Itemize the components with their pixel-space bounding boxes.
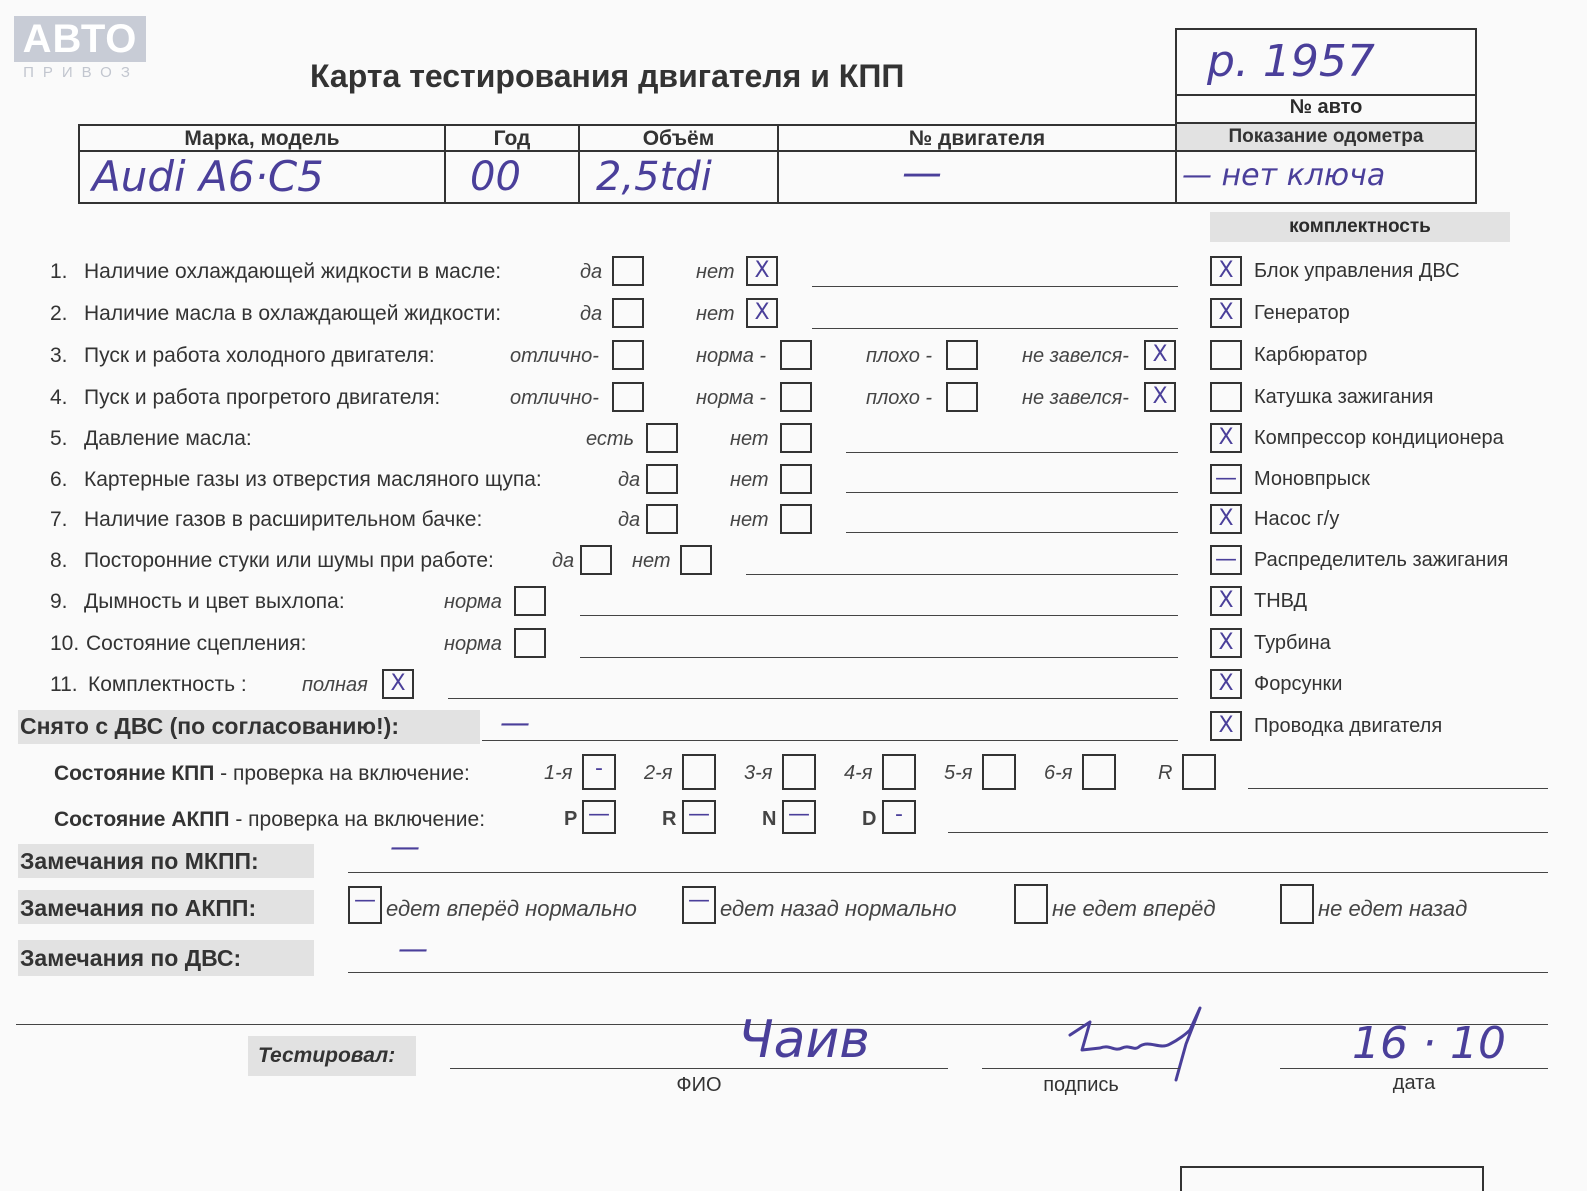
tester-name: Чаив: [738, 1010, 870, 1070]
kit-label: Генератор: [1254, 302, 1350, 324]
auto-number-box: [1175, 28, 1477, 96]
kit-label: Насос г/у: [1254, 508, 1340, 530]
row-label: Пуск и работа холодного двигателя:: [84, 344, 435, 367]
row-number: 4.: [50, 386, 68, 409]
row-label: Комплектность :: [88, 673, 247, 696]
row-checkbox[interactable]: [514, 586, 546, 616]
kit-checkbox[interactable]: X: [1210, 423, 1242, 453]
odometer-label: Показание одометра: [1228, 126, 1424, 147]
row-checkbox[interactable]: [780, 340, 812, 370]
date-line: [1280, 1068, 1548, 1069]
row-option: плохо -: [866, 345, 933, 367]
row-number: 2.: [50, 302, 68, 325]
volume-value: 2,5tdi: [596, 154, 712, 200]
akpp-remark-checkbox[interactable]: [1280, 884, 1314, 924]
row-label: Давление масла:: [84, 427, 252, 450]
row-option: да: [618, 509, 641, 531]
row-line: [846, 452, 1178, 453]
kit-label: Форсунки: [1254, 673, 1343, 695]
row-checkbox[interactable]: [580, 545, 612, 575]
row-option: нет: [730, 469, 769, 491]
row-label: Картерные газы из отверстия масляного щупа:: [84, 468, 542, 491]
row-option: плохо -: [866, 387, 933, 409]
akpp-gear-checkbox[interactable]: -: [882, 800, 916, 834]
row-checkbox[interactable]: [612, 256, 644, 286]
row-option: отлично-: [510, 387, 599, 409]
kit-checkbox[interactable]: X: [1210, 256, 1242, 286]
row-option: полная: [302, 674, 368, 696]
row-option: нет: [632, 550, 671, 572]
row-checkbox[interactable]: [780, 504, 812, 534]
row-line: [812, 286, 1178, 287]
row-option: да: [580, 303, 603, 325]
bottom-box: [1180, 1166, 1484, 1191]
kit-label: Турбина: [1254, 632, 1331, 654]
removed-line: [482, 740, 1178, 741]
row-number: 11.: [50, 673, 78, 696]
akpp-remark-label: едет назад нормально: [720, 896, 957, 921]
akpp-gear-checkbox[interactable]: —: [582, 800, 616, 834]
row-line: [580, 615, 1178, 616]
row-checkbox[interactable]: [612, 382, 644, 412]
kit-title: комплектность: [1289, 216, 1431, 237]
row-checkbox[interactable]: [612, 340, 644, 370]
akpp-gear-checkbox[interactable]: —: [682, 800, 716, 834]
dvs-remarks-value: —: [398, 932, 428, 967]
auto-number-label: № авто: [1289, 96, 1363, 118]
akpp-label-rest: - проверка на включение:: [229, 808, 486, 831]
row-number: 8.: [50, 549, 68, 572]
akpp-label: [54, 808, 485, 832]
make-value: Audi A6·C5: [92, 152, 324, 201]
removed-value: —: [500, 706, 530, 741]
akpp-remark-label: не едет назад: [1318, 896, 1468, 921]
row-checkbox[interactable]: [946, 382, 978, 412]
row-checkbox[interactable]: [646, 504, 678, 534]
engine-value: —: [902, 150, 942, 196]
row-checkbox[interactable]: [946, 340, 978, 370]
row-option: есть: [586, 428, 635, 450]
engine-label: № двигателя: [908, 127, 1046, 150]
mkpp-remarks-label: Замечания по МКПП:: [20, 848, 259, 874]
row-checkbox[interactable]: [780, 464, 812, 494]
row-checkbox[interactable]: [780, 382, 812, 412]
logo-main: АВТО: [14, 16, 146, 62]
kpp-gear-label: 6-я: [1044, 762, 1073, 784]
volume-label: Объём: [642, 127, 715, 150]
kpp-gear-checkbox[interactable]: [782, 754, 816, 790]
kpp-label-rest: - проверка на включение:: [214, 762, 470, 785]
row-number: 10.: [50, 632, 80, 655]
signature-caption: подпись: [1043, 1074, 1119, 1096]
kit-label: Моновпрыск: [1254, 468, 1370, 490]
row-option: нет: [730, 428, 769, 450]
row-label: Дымность и цвет выхлопа:: [84, 590, 345, 613]
row-option: норма: [444, 591, 502, 613]
row-label: Посторонние стуки или шумы при работе:: [84, 549, 494, 572]
kit-checkbox[interactable]: X: [1210, 586, 1242, 616]
row-option: норма -: [696, 345, 767, 367]
row-number: 3.: [50, 344, 68, 367]
auto-number-value: р. 1957: [1207, 36, 1375, 87]
mkpp-remarks-value: —: [390, 830, 420, 865]
kpp-gear-label: 2-я: [644, 762, 673, 784]
logo-sub: ПРИВОЗ: [23, 64, 139, 81]
row-option: да: [618, 469, 641, 491]
akpp-remark-label: не едет вперёд: [1052, 896, 1216, 921]
date-caption: дата: [1392, 1072, 1436, 1094]
akpp-gear-checkbox[interactable]: —: [782, 800, 816, 834]
mkpp-remarks-line: [348, 872, 1548, 873]
kit-checkbox[interactable]: X: [1210, 711, 1242, 741]
kpp-label-bold: Состояние КПП: [54, 762, 215, 785]
row-checkbox[interactable]: [646, 464, 678, 494]
auto-number-label-box: [1175, 94, 1477, 124]
akpp-gear-label: R: [662, 808, 677, 830]
akpp-remark-checkbox[interactable]: —: [348, 886, 382, 924]
row-label: Состояние сцепления:: [86, 632, 307, 655]
kit-label: ТНВД: [1254, 590, 1308, 612]
kit-checkbox[interactable]: [1210, 340, 1242, 370]
kpp-gear-label: 3-я: [744, 762, 773, 784]
row-number: 7.: [50, 508, 68, 531]
row-checkbox[interactable]: X: [382, 669, 414, 699]
kit-checkbox[interactable]: [1210, 382, 1242, 412]
odometer-value: — нет ключа: [1182, 158, 1386, 193]
year-label: Год: [493, 127, 531, 150]
row-option: нет: [696, 261, 735, 283]
kpp-label: [54, 762, 470, 786]
row-checkbox[interactable]: [612, 298, 644, 328]
row-number: 5.: [50, 427, 68, 450]
row-checkbox[interactable]: [780, 423, 812, 453]
akpp-label-bold: Состояние АКПП: [54, 808, 230, 831]
kpp-gear-label: 1-я: [544, 762, 573, 784]
akpp-remark-label: едет вперёд нормально: [386, 896, 637, 921]
kit-checkbox[interactable]: X: [1210, 628, 1242, 658]
akpp-remark-checkbox[interactable]: [1014, 884, 1048, 924]
kpp-gear-label: 5-я: [944, 762, 973, 784]
row-option: норма: [444, 633, 502, 655]
logo: [14, 16, 148, 86]
kit-label: Карбюратор: [1254, 344, 1368, 366]
page-title: Карта тестирования двигателя и КПП: [310, 58, 905, 94]
kit-label: Распределитель зажигания: [1254, 549, 1509, 571]
kpp-gear-checkbox[interactable]: [1082, 754, 1116, 790]
akpp-line: [948, 832, 1548, 833]
year-value: 00: [470, 154, 521, 200]
row-checkbox[interactable]: [646, 423, 678, 453]
row-option: да: [580, 261, 603, 283]
kit-label: Блок управления ДВС: [1254, 260, 1460, 282]
row-line: [846, 492, 1178, 493]
row-option: да: [552, 550, 575, 572]
kpp-gear-checkbox[interactable]: [1182, 754, 1216, 790]
kpp-gear-checkbox[interactable]: [982, 754, 1016, 790]
kit-label: Компрессор кондиционера: [1254, 427, 1504, 449]
kpp-gear-label: 4-я: [844, 762, 873, 784]
tested-label: Тестировал:: [258, 1044, 396, 1067]
kit-checkbox[interactable]: —: [1210, 464, 1242, 494]
removed-label: Снято с ДВС (по согласованию!):: [20, 713, 399, 739]
name-line: [450, 1068, 948, 1069]
kit-checkbox[interactable]: X: [1210, 504, 1242, 534]
kit-label: Проводка двигателя: [1254, 715, 1443, 737]
row-label: Наличие газов в расширительном бачке:: [84, 508, 483, 531]
akpp-gear-label: N: [762, 808, 777, 830]
kpp-line: [1248, 788, 1548, 789]
kit-checkbox[interactable]: X: [1210, 669, 1242, 699]
akpp-gear-label: P: [564, 808, 578, 830]
kpp-gear-checkbox[interactable]: -: [582, 754, 616, 790]
akpp-remark-checkbox[interactable]: —: [682, 886, 716, 924]
row-checkbox[interactable]: [680, 545, 712, 575]
row-checkbox[interactable]: [514, 628, 546, 658]
date-value: 16 · 10: [1352, 1018, 1506, 1069]
row-option: нет: [730, 509, 769, 531]
row-number: 9.: [50, 590, 68, 613]
row-option: не завелся-: [1022, 345, 1129, 367]
row-checkbox[interactable]: X: [1144, 382, 1176, 412]
signature-line: [982, 1068, 1180, 1069]
row-label: Наличие масла в охлаждающей жидкости:: [84, 302, 502, 325]
row-line: [846, 532, 1178, 533]
kit-checkbox[interactable]: X: [1210, 298, 1242, 328]
row-label: Пуск и работа прогретого двигателя:: [84, 386, 441, 409]
kit-checkbox[interactable]: —: [1210, 545, 1242, 575]
kit-label: Катушка зажигания: [1254, 386, 1434, 408]
row-option: отлично-: [510, 345, 599, 367]
kpp-gear-label: R: [1158, 762, 1173, 784]
row-checkbox[interactable]: X: [746, 256, 778, 286]
row-option: нет: [696, 303, 735, 325]
row-label: Наличие охлаждающей жидкости в масле:: [84, 260, 502, 283]
row-number: 6.: [50, 468, 68, 491]
engine-value-cell: [777, 150, 1177, 204]
row-line: [580, 657, 1178, 658]
akpp-gear-label: D: [862, 808, 877, 830]
row-checkbox[interactable]: X: [1144, 340, 1176, 370]
row-number: 1.: [50, 260, 68, 283]
row-checkbox[interactable]: X: [746, 298, 778, 328]
row-option: не завелся-: [1022, 387, 1129, 409]
dvs-remarks-label: Замечания по ДВС:: [20, 945, 242, 971]
name-caption: ФИО: [676, 1074, 722, 1096]
row-line: [746, 574, 1178, 575]
akpp-remarks-label: Замечания по АКПП:: [20, 895, 257, 921]
kpp-gear-checkbox[interactable]: [882, 754, 916, 790]
row-line: [448, 698, 1178, 699]
dvs-remarks-line: [348, 972, 1548, 973]
kpp-gear-checkbox[interactable]: [682, 754, 716, 790]
make-label: Марка, модель: [184, 127, 340, 150]
row-line: [812, 328, 1178, 329]
row-option: норма -: [696, 387, 767, 409]
